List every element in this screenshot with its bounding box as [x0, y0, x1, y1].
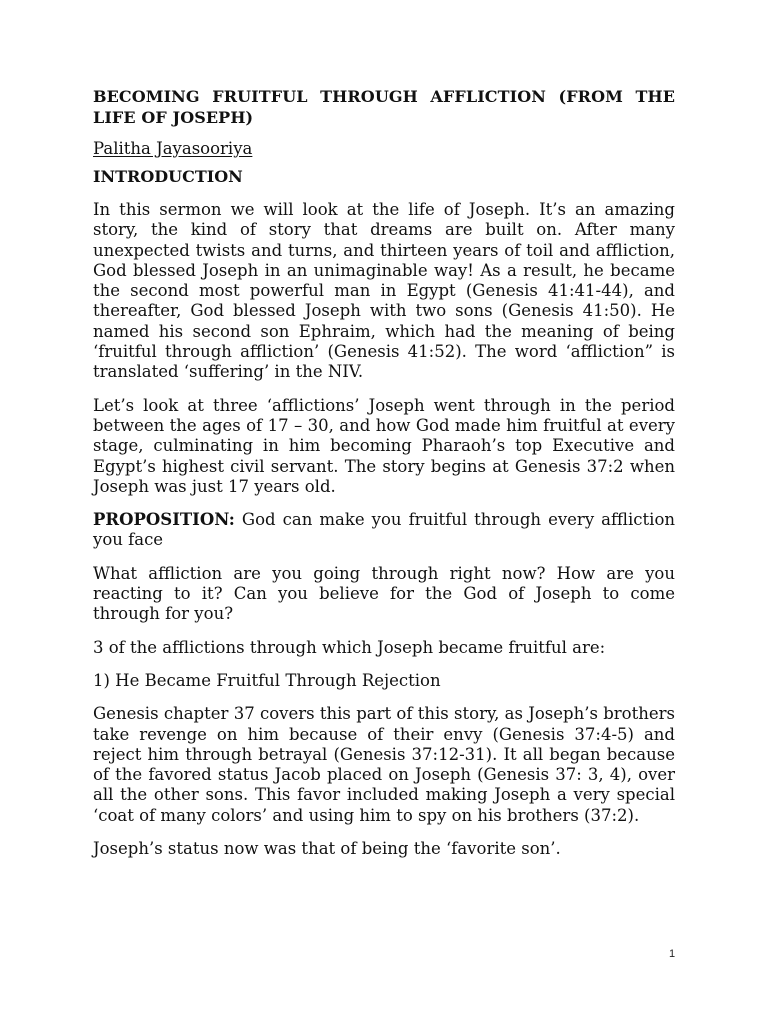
section-heading: INTRODUCTION [93, 167, 243, 186]
paragraph-genesis-37: Genesis chapter 37 covers this part of this story, as Joseph’s brothers take revenge on him because of their envy (Genesis 37:4-5) and reject him through betrayal (Genesis 37:12-31). It all began because of the favored status Jacob placed on Joseph (Genesis 37: 3, 4), over all the other sons. This favor included making Joseph a very special ‘coat of many colors’ and using him to spy on his brothers (37:2). [93, 704, 675, 825]
proposition-paragraph [93, 510, 675, 551]
author-name-text: Palitha Jayasooriya [93, 139, 253, 158]
paragraph-intro: In this sermon we will look at the life of Joseph. It’s an amazing story, the kind of story that dreams are built on. After many unexpected twists and turns, and thirteen years of toil and affliction, God blessed Joseph in an unimaginable way! As a result, he became the second most powerful man in Egypt (Genesis 41:41-44), and thereafter, God blessed Joseph with two sons (Genesis 41:50). He named his second son Ephraim, which had the meaning of being ‘fruitful through affliction’ (Genesis 41:52). The word ‘affliction” is translated ‘suffering’ in the NIV. [93, 200, 675, 382]
paragraph-three-afflictions: Let’s look at three ‘afflictions’ Joseph went through in the period between the ages of 17 – 30, and how God made him fruitful at every stage, culminating in him becoming Pharaoh’s top Executive and Egypt’s highest civil servant. The story begins at Genesis 37:2 when Joseph was just 17 years old. [93, 395, 675, 496]
document-title: BECOMING FRUITFUL THROUGH AFFLICTION (FROM THE LIFE OF JOSEPH) [93, 87, 675, 127]
paragraph-questions: What affliction are you going through right now? How are you reacting to it? Can you believe for the God of Joseph to come through for you? [93, 563, 675, 624]
page-number: 1 [668, 948, 676, 960]
proposition-text: God can make you fruitful through every affliction you face [93, 510, 675, 550]
author-name [93, 138, 675, 160]
paragraph-favorite-son: Joseph’s status now was that of being the ‘favorite son’. [93, 839, 561, 859]
document-page [93, 86, 675, 872]
paragraph-afflictions-intro: 3 of the afflictions through which Joseph became fruitful are: [93, 637, 606, 657]
proposition-label: PROPOSITION: [93, 510, 235, 530]
point-one-heading: 1) He Became Fruitful Through Rejection [93, 670, 441, 690]
